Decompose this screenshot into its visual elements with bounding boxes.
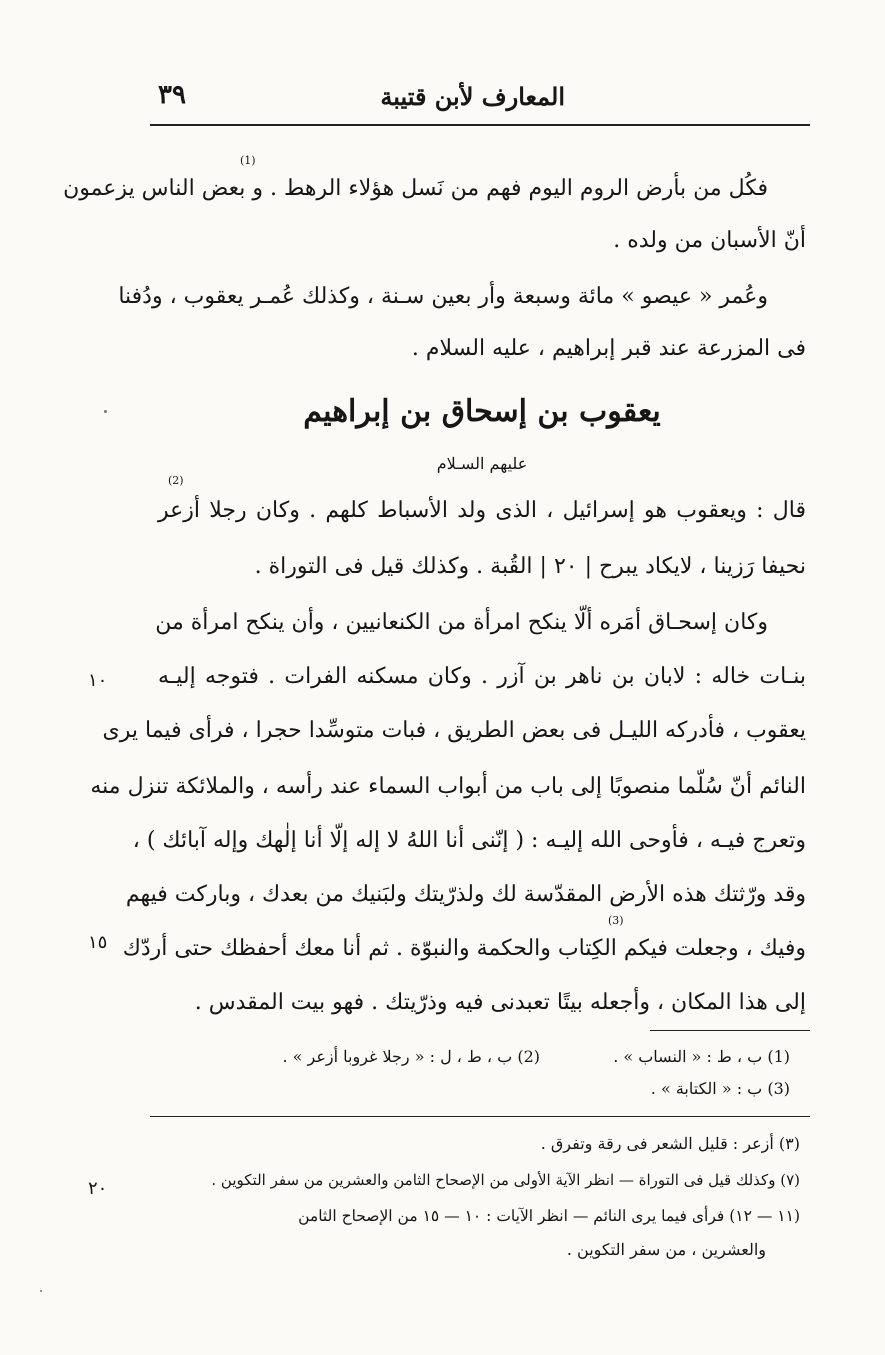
text-line: فكُل من بأرض الروم اليوم فهم من نَسل هؤلاء الرهط . و بعض الناس يزعمون <box>63 176 768 201</box>
gloss-rule <box>150 1116 810 1117</box>
section-heading: يعقوب بن إسحاق بن إبراهيم <box>303 394 661 429</box>
running-header <box>150 78 810 120</box>
text-line: وعُمر « عيصو » مائة وسبعة وأر بعين سـنة ، وكذلك عُمـر يعقوب ، ودُفنا <box>118 284 768 309</box>
text-line: وقد ورّثتك هذه الأرض المقدّسة لك ولذرّيتك ولبَنيك من بعدك ، وبارکت فيهم <box>125 882 806 907</box>
scan-speck <box>104 410 107 413</box>
scan-speck <box>40 1290 42 1292</box>
section-subheading: عليهم السـلام <box>436 454 528 473</box>
text-line: وكان إسحـاق أمَره ألّا ينكح امرأة من الكنعانيين ، وأن ينكح امرأة من <box>155 610 768 635</box>
gloss-note: (٧) وكذلك قيل فى التوراة — انظر الآية الأولى من الإصحاح الثامن والعشرين من سفر التكوين . <box>211 1171 800 1189</box>
footnote: (1) ب ، ط : « النساب » . <box>613 1047 790 1066</box>
text-line: يعقوب ، فأدركه الليـل فى بعض الطريق ، فبات متوسِّدا حجرا ، فرأى فيما يرى <box>102 718 806 743</box>
footnote: (2) ب ، ط ، ل : « رجلا غروبا أزعر » . <box>282 1047 540 1066</box>
gloss-note: والعشرين ، من سفر التكوين . <box>566 1240 766 1259</box>
footnote-mark-2: (2) <box>168 474 184 487</box>
margin-line-number: ٢٠ <box>88 1178 108 1199</box>
gloss-note: (١١ — ١٢) فرأى فيما يرى النائم — انظر الآيات : ١٠ — ١٥ من الإصحاح الثامن <box>298 1207 800 1225</box>
text-line: فى المزرعة عند قبر إبراهيم ، عليه السلام . <box>411 336 806 361</box>
footnote-mark-1: (1) <box>240 154 256 167</box>
text-line: وفيك ، وجعلت فيكم الكِتاب والحكمة والنبوّة . ثم أنا معك أحفظك حتى أردّك <box>122 936 806 961</box>
book-title: المعارف لأبن قتيبة <box>380 82 565 111</box>
text-line: بنـات خاله : لابان بن ناهر بن آزر . وكان مسكنه الفرات . فتوجه إليـه <box>158 664 806 689</box>
text-line: إلى هذا المكان ، وأجعله بيتًا تعبدنى فيه وذرّيتك . فهو بيت المقدس . <box>194 990 806 1015</box>
footnote-separator <box>650 1030 810 1031</box>
footnote-mark-3: (3) <box>608 914 624 927</box>
footnote: (3) ب : « الكتابة » . <box>650 1079 790 1098</box>
page-number: ٣٩ <box>158 80 186 110</box>
header-rule <box>150 124 810 126</box>
text-line: النائم أنّ سُلّما منصوبًا إلى باب من أبواب السماء عند رأسه ، والملائكة تنزل منه <box>90 774 806 799</box>
text-line: أنّ الأسبان من ولده . <box>613 228 806 253</box>
gloss-note: (٣) أزعر : قليل الشعر فى رقة وتفرق . <box>540 1134 800 1153</box>
margin-line-number: ١٠ <box>88 670 108 691</box>
text-line: قال : ويعقوب هو إسرائيل ، الذى ولد الأسباط كلهم . وكان رجلا أزعر <box>158 498 806 523</box>
text-line: وتعرج فيـه ، فأوحى الله إليـه : ( إنّنى أنا اللهُ لا إله إلّا أنا إلٰهك وإله آبائك ) ، <box>132 828 806 853</box>
text-line: نحيفا رَزينا ، لايكاد يبرح | ٢٠ | القُبة . وكذلك قيل فى التوراة . <box>254 554 806 579</box>
margin-line-number: ١٥ <box>88 932 108 953</box>
